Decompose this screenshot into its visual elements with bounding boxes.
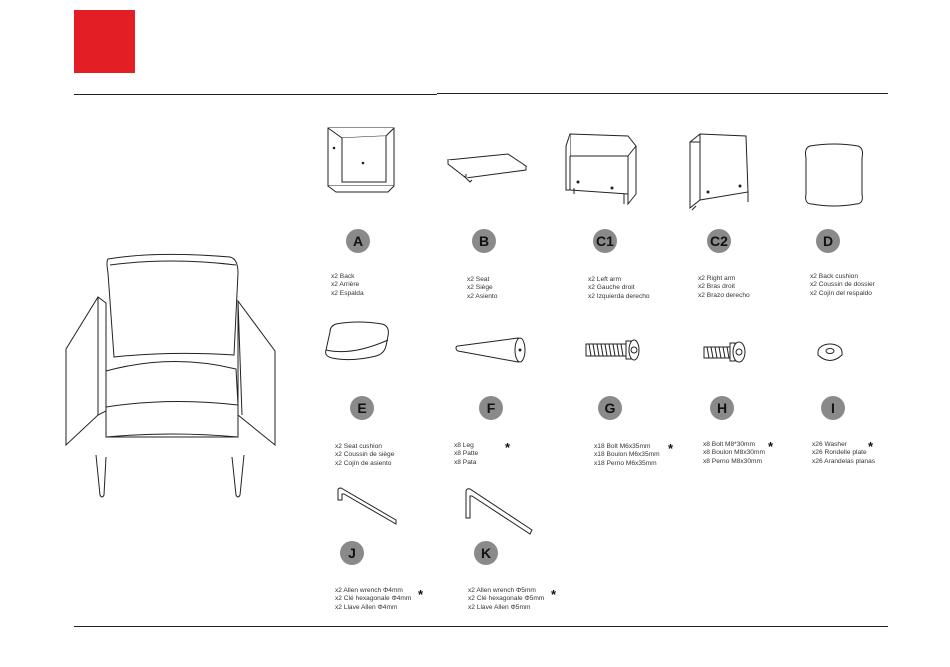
part-description-line: x26 Washer: [812, 441, 847, 448]
part-description-line: x2 Seat cushion: [335, 443, 382, 450]
part-description: [588, 276, 650, 301]
part-description-line: x2 Asiento: [467, 292, 498, 300]
hardware-star-marker: *: [868, 439, 874, 454]
washer-icon: [816, 342, 844, 364]
part-description: [468, 587, 544, 612]
part-label-badge: E: [350, 396, 374, 420]
part-description-line: x2 Izquierda derecho: [588, 292, 650, 300]
part-description-line: x8 Boulon M8x30mm: [703, 449, 765, 457]
part-description-line: x2 Left arm: [588, 276, 621, 283]
part-description-line: x2 Gauche droit: [588, 284, 635, 292]
part-description-line: x26 Arandelas planas: [812, 457, 876, 465]
part-description: [454, 442, 478, 467]
part-description-line: x8 Leg: [454, 442, 474, 449]
part-description: [467, 276, 497, 301]
short-bolt-icon: [702, 340, 748, 366]
part-description-line: x2 Coussin de siège: [335, 451, 395, 459]
part-description-line: x2 Back: [331, 273, 355, 280]
part-description: [335, 443, 394, 468]
part-label-badge: B: [472, 229, 496, 253]
part-description-line: x18 Bolt M6x35mm: [594, 443, 651, 450]
part-label-badge: C1: [593, 229, 617, 253]
part-description: [335, 587, 411, 612]
part-label-badge: F: [479, 396, 503, 420]
hardware-star-marker: *: [768, 439, 774, 454]
brand-logo-square: [74, 10, 135, 73]
part-description: [810, 273, 875, 298]
part-description-line: x2 Llave Allen Φ5mm: [468, 603, 531, 611]
header-rule-right: [437, 93, 888, 94]
part-description-line: x2 Cojín de asiento: [335, 459, 392, 467]
seat-cushion-icon: [322, 320, 392, 366]
footer-rule: [74, 626, 888, 627]
part-description-line: x2 Arrière: [331, 281, 360, 289]
leg-icon: [454, 336, 530, 364]
back-panel-icon: [326, 126, 396, 194]
part-description-line: x8 Bolt M8*30mm: [703, 441, 756, 448]
part-description-line: x26 Rondelle plate: [812, 449, 867, 457]
part-description-line: x2 Bras droit: [698, 283, 736, 291]
part-description-line: x18 Perno M6x35mm: [594, 459, 657, 467]
part-description: [812, 441, 875, 466]
part-description-line: x2 Espalda: [331, 289, 364, 297]
hardware-star-marker: *: [505, 440, 511, 455]
part-description-line: x2 Seat: [467, 276, 490, 283]
header-rule-left: [74, 94, 437, 95]
part-description: [698, 275, 750, 300]
part-description-line: x2 Brazo derecho: [698, 291, 750, 299]
allen-wrench-5mm-icon: [462, 486, 534, 536]
right-arm-icon: [688, 132, 752, 214]
part-description-line: x8 Patte: [454, 450, 479, 458]
hardware-star-marker: *: [418, 587, 424, 602]
part-description-line: x8 Pata: [454, 458, 477, 466]
seat-frame-icon: [446, 152, 528, 184]
back-cushion-icon: [802, 142, 866, 208]
part-description-line: x18 Boulon M6x35mm: [594, 451, 660, 459]
part-label-badge: I: [821, 396, 845, 420]
part-label-badge: D: [816, 229, 840, 253]
long-bolt-icon: [584, 338, 640, 364]
part-description-line: x2 Allen wrench Φ5mm: [468, 587, 536, 594]
armchair-icon: [60, 245, 285, 505]
part-label-badge: C2: [707, 229, 731, 253]
part-label-badge: G: [598, 396, 622, 420]
allen-wrench-4mm-icon: [334, 486, 400, 526]
hardware-star-marker: *: [668, 441, 674, 456]
part-description-line: x2 Cojín del respaldo: [810, 289, 872, 297]
part-label-badge: H: [710, 396, 734, 420]
part-label-badge: A: [346, 229, 370, 253]
part-description-line: x2 Llave Allen Φ4mm: [335, 603, 398, 611]
hardware-star-marker: *: [551, 587, 557, 602]
part-description: [331, 273, 364, 298]
part-description-line: x2 Siège: [467, 284, 493, 292]
part-description-line: x2 Back cushion: [810, 273, 859, 280]
part-description: [703, 441, 765, 466]
part-description-line: x2 Allen wrench Φ4mm: [335, 587, 403, 594]
part-description-line: x2 Right arm: [698, 275, 736, 282]
part-label-badge: J: [340, 541, 364, 565]
part-description-line: x2 Clé hexagonale Φ4mm: [335, 595, 412, 603]
part-description-line: x8 Perno M8x30mm: [703, 457, 762, 465]
left-arm-icon: [564, 132, 640, 210]
part-description-line: x2 Clé hexagonale Φ5mm: [468, 595, 545, 603]
part-label-badge: K: [474, 541, 498, 565]
part-description: [594, 443, 660, 468]
part-description-line: x2 Coussin de dossier: [810, 281, 875, 289]
